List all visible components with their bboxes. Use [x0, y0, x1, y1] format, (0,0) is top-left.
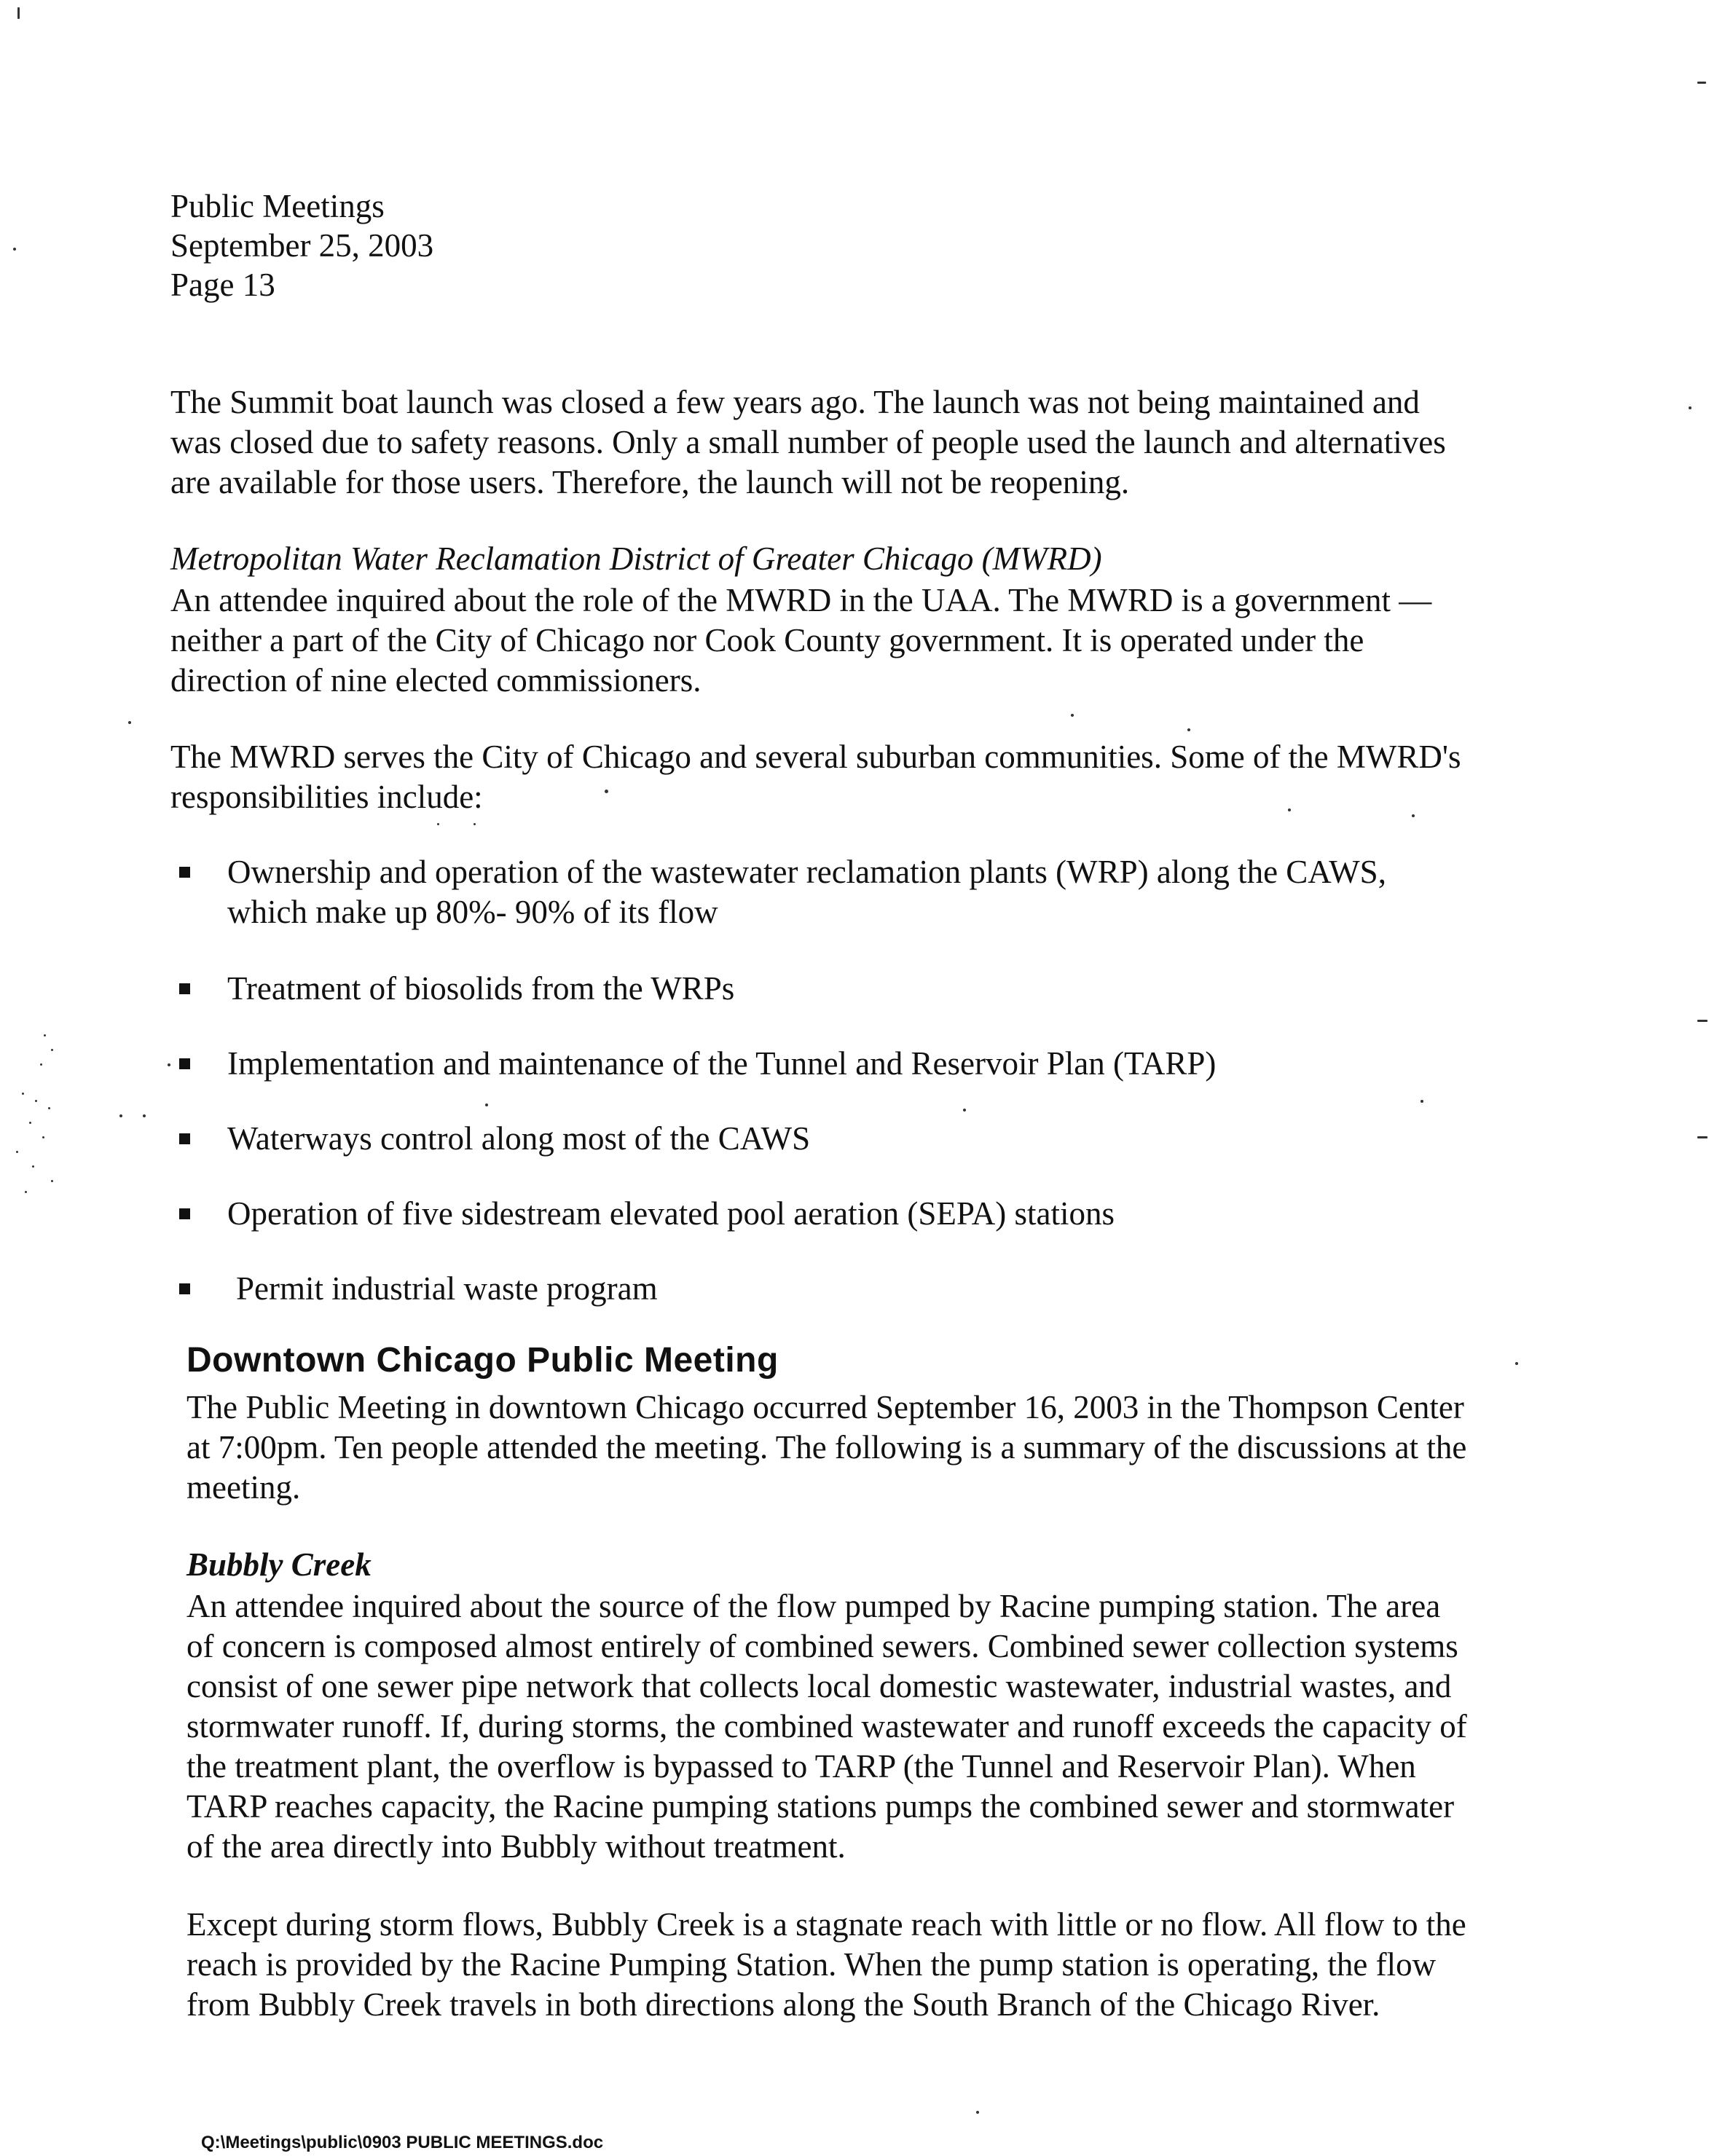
bullet-square-icon — [179, 1133, 190, 1144]
bullet-square-icon — [179, 1058, 190, 1069]
downtown-intro-paragraph: The Public Meeting in downtown Chicago occurred September 16, 2003 in the Thompson Center at 7:00pm. Ten people attended the meeting. The following is a summary of the discussions at the meeting. — [186, 1389, 1467, 1506]
bullet-square-icon — [179, 1283, 190, 1294]
bubbly-creek-subheading: Bubbly Creek — [186, 1546, 372, 1583]
header-date: September 25, 2003 — [170, 227, 434, 264]
bullet-square-icon — [179, 983, 190, 994]
list-item-text: Permit industrial waste program — [236, 1270, 658, 1307]
footer-file-path: Q:\Meetings\public\0903 PUBLIC MEETINGS.doc — [201, 2133, 604, 2152]
bubbly-creek-paragraph-2: Except during storm flows, Bubbly Creek is a stagnate reach with little or no flow. All flow to the reach is provided by the Racine Pumping Station. When the pump station is operating, the flow from Bubbly Creek travels in both directions along the South Branch of the Chicago River. — [186, 1906, 1466, 2023]
list-item-text: Waterways control along most of the CAWS — [227, 1120, 811, 1157]
header-page-number: Page 13 — [170, 267, 275, 303]
summit-paragraph: The Summit boat launch was closed a few years ago. The launch was not being maintained and was closed due to safety reasons. Only a small number of people used the launch and alternatives are available for those users. Therefore, the launch will not be reopening. — [170, 384, 1446, 500]
mwrd-subheading: Metropolitan Water Reclamation District of Greater Chicago (MWRD) — [170, 540, 1102, 577]
mwrd-role-paragraph: An attendee inquired about the role of the MWRD in the UAA. The MWRD is a government — neither a part of the City of Chicago nor Cook County government. It is operated under the direction of nine elected commissioners. — [170, 582, 1432, 699]
bullet-square-icon — [179, 867, 190, 878]
page-header — [170, 186, 433, 304]
list-item-text: Implementation and maintenance of the Tunnel and Reservoir Plan (TARP) — [227, 1045, 1217, 1082]
mwrd-serves-paragraph: The MWRD serves the City of Chicago and several suburban communities. Some of the MWRD's responsibilities include: — [170, 739, 1461, 815]
header-title: Public Meetings — [170, 188, 385, 224]
list-item-text: Ownership and operation of the wastewater reclamation plants (WRP) along the CAWS, which make up 80%- 90% of its flow — [227, 854, 1386, 930]
bubbly-creek-paragraph-1: An attendee inquired about the source of the flow pumped by Racine pumping station. The area of concern is composed almost entirely of combined sewers. Combined sewer collection systems consist of one sewer pipe network that collects local domestic wastewater, industrial wastes, and stormwater runoff. If, during storms, the combined wastewater and runoff exceeds the capacity of the treatment plant, the overflow is bypassed to TARP (the Tunnel and Reservoir Plan). When TARP reaches capacity, the Racine pumping stations pumps the combined sewer and stormwater of the area directly into Bubbly without treatment. — [186, 1588, 1467, 1865]
downtown-section-heading: Downtown Chicago Public Meeting — [186, 1341, 779, 1380]
bullet-square-icon — [179, 1208, 190, 1219]
list-item-text: Operation of five sidestream elevated pool aeration (SEPA) stations — [227, 1195, 1115, 1232]
list-item-text: Treatment of biosolids from the WRPs — [227, 970, 735, 1007]
